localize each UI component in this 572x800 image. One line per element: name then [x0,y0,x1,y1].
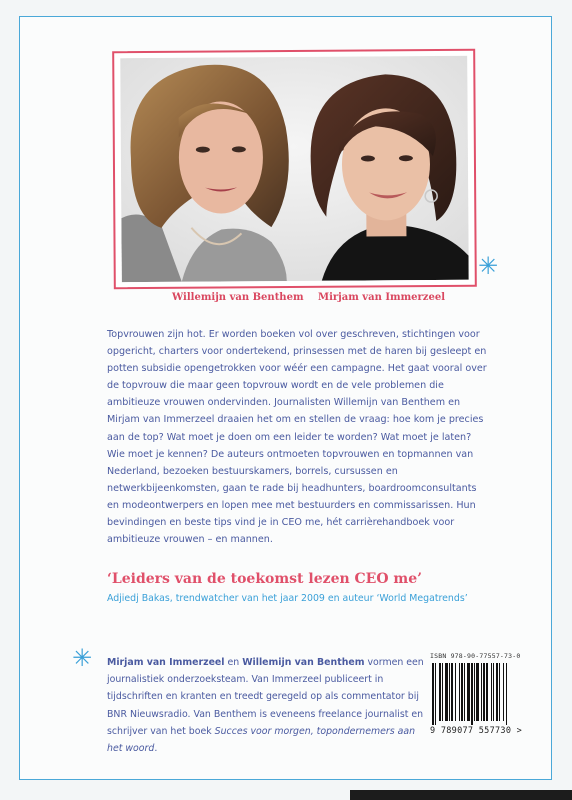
barcode-bar [461,663,463,721]
barcode-bar [435,663,436,725]
star-icon: ✳ [478,252,499,280]
author-photo [120,56,469,282]
isbn-text: ISBN 978-90-77557-73-0 [430,652,521,660]
photo-caption-right: Mirjam van Immerzeel [318,292,446,303]
review-quote: ‘Leiders van de toekomst lezen CEO me’ [107,571,422,587]
barcode-bar [493,663,494,721]
book-title: Succes voor morgen, topondernemers aan het woord [107,725,416,755]
barcode-bar [481,663,482,721]
blurb-paragraph: Topvrouwen zijn hot. Er worden boeken vol over geschreven, stichtingen voor opgericht, charters voor ondertekend, prinsessen met de haren bij gesleept en potten subsidie opengetrokken voor wéér een campagne. Het gaat vooral over de topvrouw die maar geen topvrouw wordt en de vele problemen die ambitieuze vrouwen ondervinden. Journalisten Willemijn van Benthem en Mirjam van Immerzeel draaien het om en stellen de vraag: hoe kom je precies aan de top? Wat moet je doen om een leider te worden? Wat moet je laten? Wie moet je kennen? De auteurs ontmoeten topvrouwen en topmannen van Nederland, bezoeken bestuurskamers, borrels, cursussen en netwerkbijeenkomsten, gaan te rade bij headhunters, boardroomconsultants en modeontwerpers en lopen mee met bestuurders en commissarissen. Hun bevindingen en beste tips vind je in CEO me, hét carrièrehandboek voor ambitieuze vrouwen – en mannen. [107,329,487,546]
barcode-bar [459,663,460,721]
barcode-bar [496,663,498,721]
barcode-bar [455,663,456,721]
author-photo-illustration [120,56,469,282]
barcode-bar [476,663,479,721]
barcode-bar [486,663,488,721]
author-name-1: Mirjam van Immerzeel [107,657,225,668]
bottom-strip [350,790,572,800]
barcode-area [430,652,544,736]
barcode-bar [491,663,492,721]
photo-caption-left: Willemijn van Benthem [172,292,304,303]
author-name-2: Willemijn van Benthem [242,657,365,668]
author-bio [107,654,427,757]
barcode-bar [442,663,443,721]
barcode-bar [503,663,504,721]
barcode-graphic [430,663,542,725]
barcode-bar [483,663,485,721]
barcode-digits: 9 789077 557730 > [430,726,523,736]
barcode-bar [464,663,465,721]
author-photo-frame [112,49,477,290]
barcode-bar [467,663,470,721]
barcode-bar [471,663,473,725]
barcode-bar [439,663,441,721]
barcode-bar [474,663,475,721]
barcode-bar [506,663,507,725]
barcode-bar [451,663,453,721]
bio-text: vormen een journalistiek onderzoeksteam. Van Immerzeel publiceert in tijdschriften en kranten en treedt geregeld op als commentator bij BNR Nieuwsradio. Van Benthem is eveneens freelance journalist en schrijver van het boek [107,657,424,737]
quote-attribution: Adjiedj Bakas, trendwatcher van het jaar 2009 en auteur ‘World Megatrends’ [107,593,468,604]
bio-end: . [154,743,158,755]
barcode-bar [449,663,450,721]
barcode-bar [499,663,500,721]
star-icon: ✳ [72,644,93,672]
barcode-bar [445,663,448,721]
bio-conjunction: en [224,657,243,668]
barcode-bar [432,663,434,725]
